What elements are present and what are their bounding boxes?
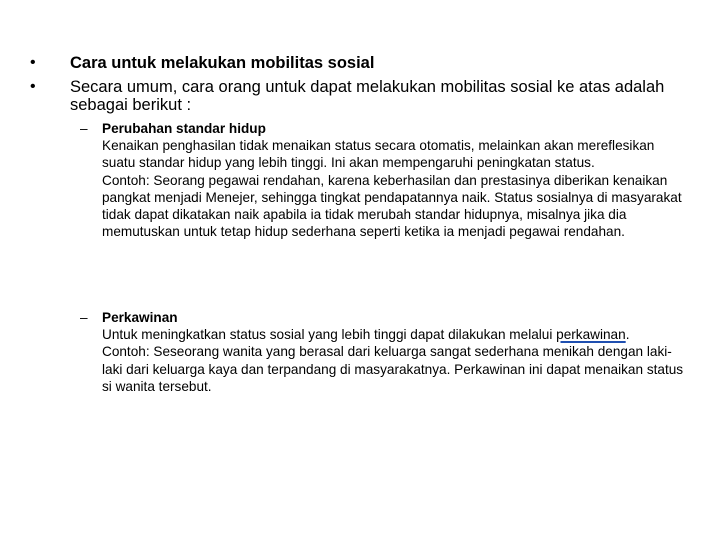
- sub-item-paragraph: [102, 326, 690, 343]
- bullet-item: [30, 78, 690, 114]
- sub-item-content: [102, 120, 690, 240]
- dash-icon: –: [80, 310, 88, 325]
- paragraph-text-end: .: [625, 327, 630, 343]
- sub-item-content: [102, 309, 690, 395]
- bullet-text: Cara untuk melakukan mobilitas sosial: [70, 54, 375, 72]
- sub-item-paragraph: Kenaikan penghasilan tidak menaikan status secara otomatis, melainkan akan mereflesikan suatu standar hidup yang lebih tinggi. Ini akan mempengaruhi peningkatan status.: [102, 138, 655, 171]
- sub-item-heading: Perkawinan: [102, 310, 178, 325]
- sub-item-example: Contoh: Seorang pegawai rendahan, karena keberhasilan dan prestasinya diberikan kenaikan pangkat menjadi Menejer, sehingga tingkat pendapatannya naik. Status sosialnya di masyarakat tidak dapat dikatakan naik apabila ia tidak merubah standar hidupnya, misalnya jika dia memutuskan untuk tetap hidup sederhana seperti ketika ia menjadi pegawai rendahan.: [102, 172, 682, 240]
- bullet-item: [30, 54, 690, 72]
- paragraph-text: Untuk meningkatkan status sosial yang lebih tinggi dapat dilakukan melalui: [102, 327, 557, 343]
- sub-item-heading: Perubahan standar hidup: [102, 121, 266, 136]
- sub-item-perkawinan: [80, 309, 690, 395]
- bullet-text: Secara umum, cara orang untuk dapat melakukan mobilitas sosial ke atas adalah sebagai berikut :: [70, 78, 665, 114]
- bullet-icon: •: [30, 78, 36, 95]
- dash-icon: –: [80, 121, 88, 136]
- sub-item-example: Contoh: Seseorang wanita yang berasal dari keluarga sangat sederhana menikah dengan laki-laki dari keluarga kaya dan terpandang di masyarakatnya. Perkawinan ini dapat menaikan status si wanita tersebut.: [102, 344, 684, 394]
- perkawinan-link[interactable]: perkawinan: [556, 327, 626, 343]
- bullet-icon: •: [30, 54, 36, 71]
- sub-item-perubahan: [80, 120, 690, 240]
